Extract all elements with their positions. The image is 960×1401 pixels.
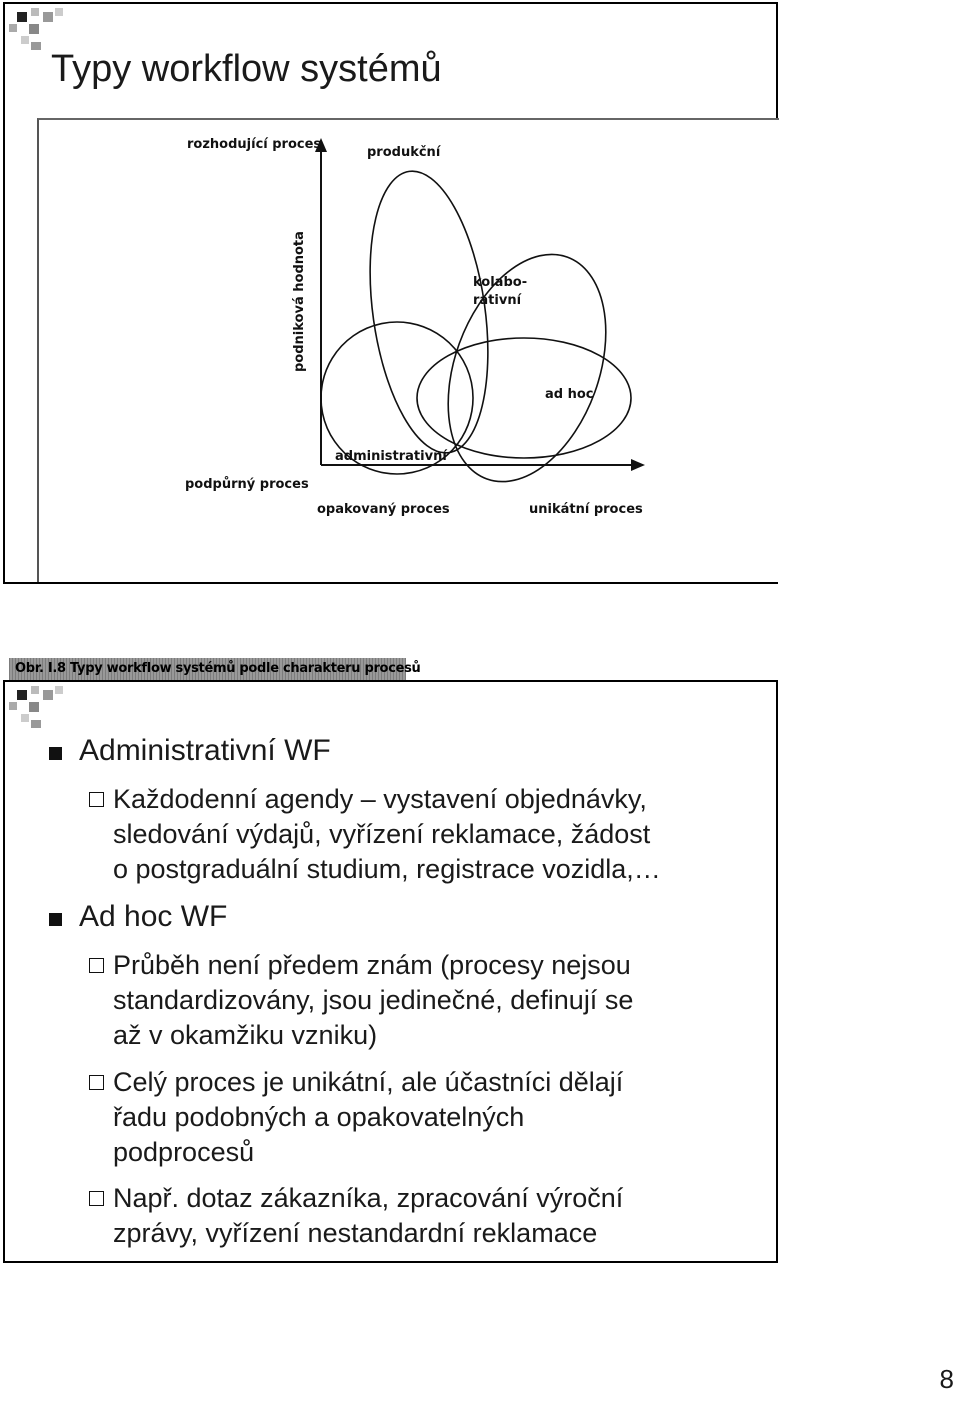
- hollow-box-bullet-icon: [89, 1075, 104, 1090]
- slide-corner-decoration: [7, 6, 65, 52]
- label-ad-hoc: ad hoc: [545, 387, 594, 402]
- sub-bullet-ad-hoc-definition: Průběh není předem znám (procesy nejsou standardizovány, jsou jedinečné, definují se až v okamžiku vzniku): [89, 948, 729, 1053]
- square-bullet-icon: [49, 747, 62, 760]
- ellipse-kolaborativni: [419, 232, 635, 503]
- label-unikatni-proces: unikátní proces: [529, 502, 643, 517]
- label-podnikova-hodnota: podniková hodnota: [292, 231, 307, 372]
- label-podpurny-proces: podpůrný proces: [185, 477, 309, 492]
- square-bullet-icon: [49, 913, 62, 926]
- slide-title: Typy workflow systémů: [51, 48, 442, 90]
- ellipse-produkcni: [354, 164, 504, 461]
- label-produkcni: produkční: [367, 145, 441, 160]
- sub-bullet-administrativni-examples: Každodenní agendy – vystavení objednávky, sledování výdajů, vyřízení reklamace, žádost o postgraduální studium, registrace vozidla,…: [89, 782, 729, 887]
- page-number: 8: [939, 1364, 954, 1394]
- hollow-box-bullet-icon: [89, 958, 104, 973]
- hollow-box-bullet-icon: [89, 1191, 104, 1206]
- hollow-box-bullet-icon: [89, 792, 104, 807]
- figure-caption-band: [9, 658, 421, 682]
- label-rozhodujici-proces: rozhodující proces: [187, 137, 322, 152]
- label-administrativni: administrativní: [335, 449, 447, 464]
- x-axis-arrow: [631, 459, 645, 471]
- slide-workflow-details: [3, 680, 778, 1263]
- label-kolaborativni-1: kolabo-: [473, 275, 528, 290]
- diagram-canvas: [39, 120, 779, 582]
- figure-caption: Obr. I.8 Typy workflow systémů podle charakteru procesů: [15, 661, 421, 676]
- workflow-types-diagram: [15, 118, 779, 676]
- ellipse-ad-hoc: [417, 338, 631, 458]
- label-kolaborativni-2: rativní: [473, 293, 522, 308]
- sub-bullet-ad-hoc-examples: Např. dotaz zákazníka, zpracování výroční zprávy, vyřízení nestandardní reklamace: [89, 1181, 729, 1251]
- slide-typy-workflow: [3, 2, 778, 676]
- sub-bullet-ad-hoc-unique: Celý proces je unikátní, ale účastníci dělají řadu podobných a opakovatelných podprocesů: [89, 1065, 729, 1170]
- label-opakovany-proces: opakovaný proces: [317, 502, 450, 517]
- slide-content: Administrativní WF Každodenní agendy – vystavení objednávky, sledování výdajů, vyřízení reklamace, žádost o postgraduální studium, registrace vozidla,… Ad hoc WF Průběh není předem znám (procesy nejsou standardizovány, jsou jedinečné, definují se až v okamžiku vzniku) Celý proces je unikátní, ale účastníci dělají řadu podobných a opakovatelných podprocesů Např. dotaz zákazníka, zpracování výroční zprávy, vyřízení nestandardní reklamace: [5, 682, 776, 1261]
